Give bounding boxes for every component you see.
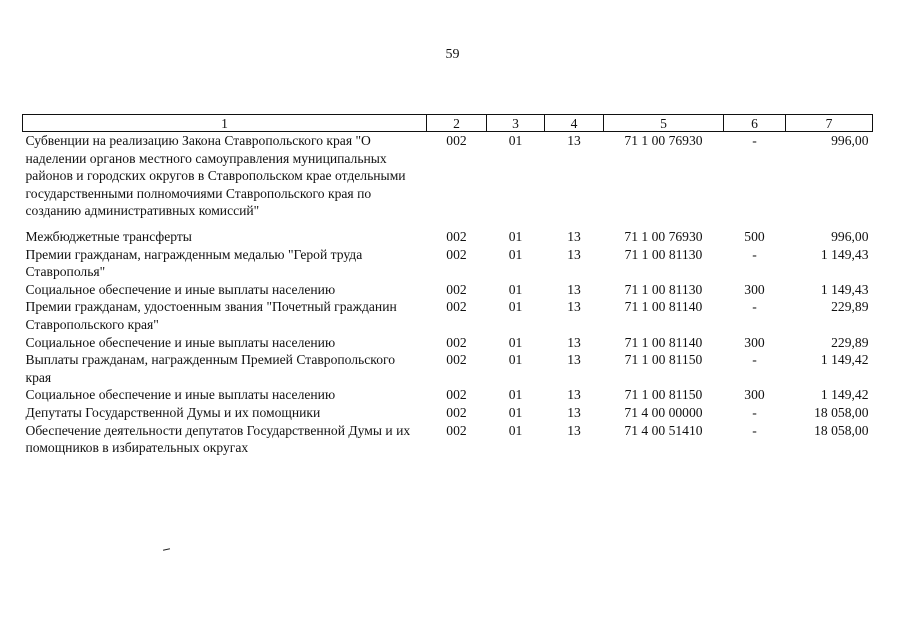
row-code-6: 300 (744, 281, 765, 297)
row-name: Социальное обеспечение и иные выплаты населению (25, 281, 336, 297)
header-col-3: 3 (487, 115, 545, 132)
table-row (23, 404, 873, 422)
row-name: Выплаты гражданам, награжденным Премией Ставропольского края (25, 352, 396, 385)
header-col-6: 6 (724, 115, 786, 132)
row-amount: 1 149,43 (820, 246, 869, 262)
table-row (23, 386, 873, 404)
row-amount: 229,89 (831, 299, 869, 315)
row-code-6: 300 (744, 387, 765, 403)
row-name: Депутаты Государственной Думы и их помощники (25, 404, 321, 420)
row-code-2: 002 (446, 404, 467, 420)
row-code-2: 002 (446, 299, 467, 315)
row-code-3: 01 (508, 281, 523, 297)
row-code-2: 002 (446, 352, 467, 368)
scan-mark (163, 548, 170, 550)
row-name: Межбюджетные трансферты (25, 228, 192, 244)
header-col-4: 4 (545, 115, 604, 132)
row-code-3: 01 (508, 422, 523, 438)
row-name: Обеспечение деятельности депутатов Государственной Думы и их помощников в избирательных округах (25, 422, 411, 456)
row-code-6: - (752, 422, 757, 438)
row-code-4: 13 (567, 387, 581, 403)
row-code-6: - (752, 299, 757, 315)
header-col-7: 7 (786, 115, 873, 132)
row-name: Премии гражданам, удостоенным звания "Почетный гражданин Ставропольского края" (25, 299, 397, 332)
table-row (23, 132, 873, 228)
table-row (23, 298, 873, 333)
table-row (23, 351, 873, 386)
row-amount: 1 149,42 (820, 387, 869, 403)
row-code-5: 71 1 00 76930 (624, 228, 703, 244)
row-code-4: 13 (567, 422, 581, 438)
row-code-2: 002 (446, 246, 467, 262)
row-code-3: 01 (508, 299, 523, 315)
row-name: Субвенции на реализацию Закона Ставропольского края "О наделении органов местного самоуправления муниципальных районов и городских округов в Ставропольском крае отдельными государственными полномочиями Ставропольского края по созданию административных комиссий" (25, 133, 406, 219)
table-row (23, 334, 873, 352)
row-name: Социальное обеспечение и иные выплаты населению (25, 334, 336, 350)
row-code-3: 01 (508, 352, 523, 368)
row-code-6: - (752, 352, 757, 368)
row-code-5: 71 1 00 81130 (624, 281, 703, 297)
row-amount: 229,89 (831, 334, 869, 350)
row-amount: 18 058,00 (814, 404, 869, 420)
budget-table (22, 114, 873, 457)
row-code-5: 71 1 00 81140 (624, 299, 703, 315)
table-row (23, 228, 873, 246)
row-name: Премии гражданам, награжденным медалью "Герой труда Ставрополья" (25, 246, 363, 280)
table-row (23, 246, 873, 281)
row-code-4: 13 (567, 133, 581, 148)
row-code-3: 01 (508, 387, 523, 403)
page-number: 59 (445, 47, 460, 62)
row-amount: 18 058,00 (814, 422, 869, 438)
row-code-5: 71 1 00 81130 (624, 246, 703, 262)
row-code-4: 13 (567, 404, 581, 420)
row-amount: 1 149,42 (820, 352, 869, 368)
row-code-4: 13 (567, 281, 581, 297)
row-amount: 1 149,43 (820, 281, 869, 297)
row-code-3: 01 (508, 246, 523, 262)
row-code-4: 13 (567, 299, 581, 315)
row-code-5: 71 1 00 81140 (624, 334, 703, 350)
row-name: Социальное обеспечение и иные выплаты населению (25, 387, 336, 403)
row-code-6: 300 (744, 334, 765, 350)
row-amount: 996,00 (831, 228, 869, 244)
row-code-2: 002 (446, 387, 467, 403)
row-code-5: 71 4 00 51410 (624, 422, 703, 438)
row-code-5: 71 1 00 76930 (624, 133, 703, 148)
row-code-2: 002 (446, 422, 467, 438)
row-code-6: - (752, 404, 757, 420)
header-col-5: 5 (604, 115, 724, 132)
row-code-2: 002 (446, 334, 467, 350)
table-header-row (23, 115, 873, 132)
row-code-4: 13 (567, 352, 581, 368)
row-code-3: 01 (508, 404, 523, 420)
row-code-2: 002 (446, 133, 467, 148)
row-code-4: 13 (567, 246, 581, 262)
row-code-3: 01 (508, 133, 523, 148)
row-code-4: 13 (567, 228, 581, 244)
row-code-5: 71 1 00 81150 (624, 352, 703, 368)
row-amount: 996,00 (831, 133, 869, 148)
table-row (23, 422, 873, 457)
row-code-5: 71 4 00 00000 (624, 404, 703, 420)
row-code-6: - (752, 133, 757, 148)
row-code-2: 002 (446, 228, 467, 244)
table-row (23, 281, 873, 299)
row-code-5: 71 1 00 81150 (624, 387, 703, 403)
row-code-3: 01 (508, 334, 523, 350)
row-code-2: 002 (446, 281, 467, 297)
row-code-6: 500 (744, 228, 765, 244)
row-code-6: - (752, 246, 757, 262)
header-col-1: 1 (23, 115, 427, 132)
header-col-2: 2 (427, 115, 487, 132)
row-code-4: 13 (567, 334, 581, 350)
row-code-3: 01 (508, 228, 523, 244)
